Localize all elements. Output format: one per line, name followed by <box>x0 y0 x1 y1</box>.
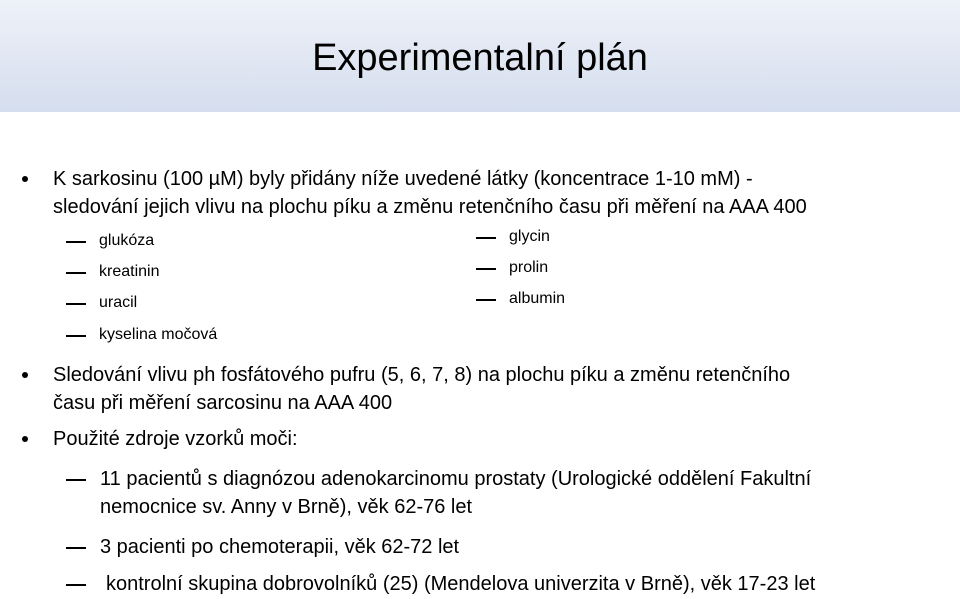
bullet-1-line-2: sledování jejich vlivu na plochu píku a změnu retenčního času při měření na AAA 400 <box>53 196 807 218</box>
left-item-3-dash <box>66 303 86 305</box>
left-item-4: kyselina močová <box>99 326 218 343</box>
source-1-line-1: 11 pacientů s diagnózou adenokarcinomu prostaty (Urologické oddělení Fakultní <box>100 468 812 490</box>
source-3-dash <box>66 584 86 586</box>
left-item-4-dash <box>66 335 86 337</box>
right-item-2: prolin <box>509 259 549 276</box>
source-2-dash <box>66 547 86 549</box>
bullet-2-dot <box>22 372 28 378</box>
source-3-line-1: kontrolní skupina dobrovolníků (25) (Mendelova univerzita v Brně), věk 17-23 let <box>106 573 816 595</box>
source-2-line-1: 3 pacienti po chemoterapii, věk 62-72 let <box>100 536 460 558</box>
bullet-1-line-1: K sarkosinu (100 µM) byly přidány níže uvedené látky (koncentrace 1-10 mM) - <box>53 168 753 190</box>
bullet-3-text: Použité zdroje vzorků moči: <box>53 428 298 450</box>
slide-title: Experimentalní plán <box>312 37 648 79</box>
bullet-3-dot <box>22 436 28 442</box>
left-item-2: kreatinin <box>99 263 160 280</box>
source-1-line-2: nemocnice sv. Anny v Brně), věk 62-76 let <box>100 496 473 518</box>
bullet-2-line-2: času při měření sarcosinu na AAA 400 <box>53 392 393 414</box>
source-1-dash <box>66 479 86 481</box>
bullet-2-line-1: Sledování vlivu ph fosfátového pufru (5, 6, 7, 8) na plochu píku a změnu retenčního <box>53 364 791 386</box>
right-item-1-dash <box>476 237 496 239</box>
left-item-2-dash <box>66 272 86 274</box>
right-item-1: glycin <box>509 228 550 245</box>
left-item-1-dash <box>66 241 86 243</box>
left-item-3: uracil <box>99 294 138 311</box>
right-item-3-dash <box>476 299 496 301</box>
left-item-1: glukóza <box>99 232 155 249</box>
right-item-3: albumin <box>509 290 566 307</box>
right-item-2-dash <box>476 268 496 270</box>
bullet-1-dot <box>22 176 28 182</box>
